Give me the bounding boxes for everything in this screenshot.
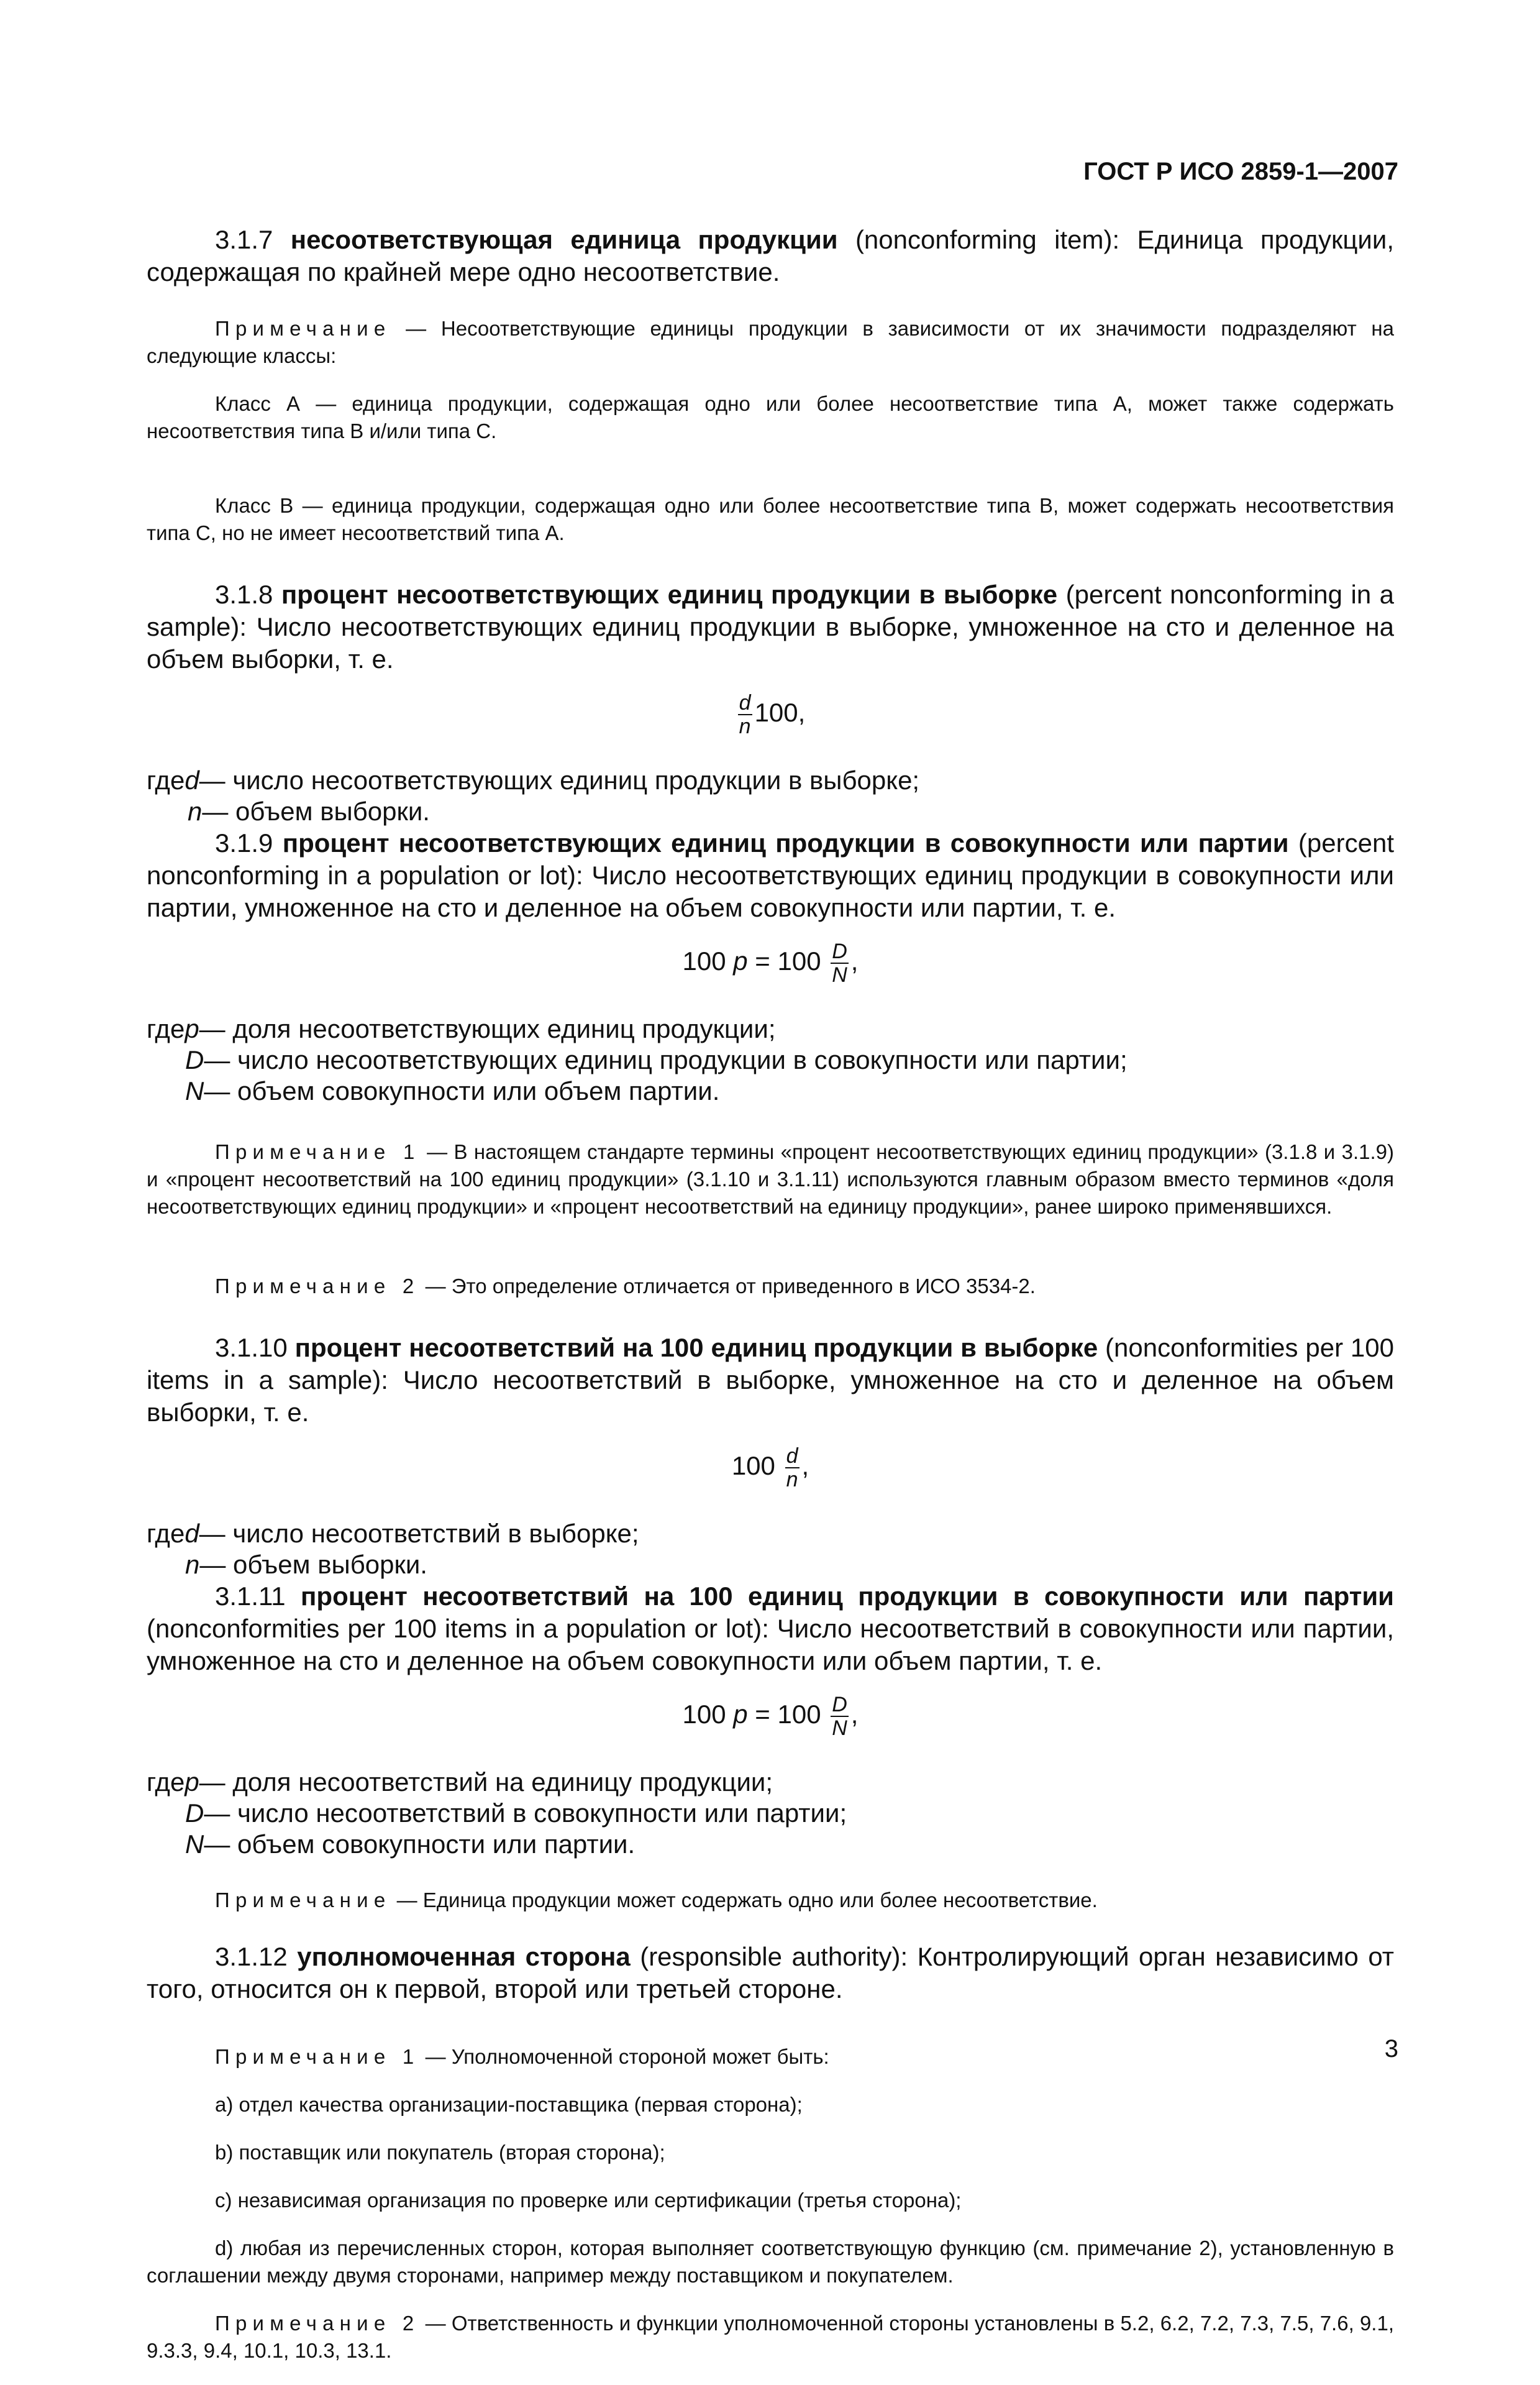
clause-number: 3.1.11: [215, 1582, 286, 1611]
note-2: [147, 2310, 1394, 2364]
clause-3-1-10: [147, 1332, 1394, 1429]
note-text: — Единица продукции может содержать одно или более несоответствие.: [391, 1888, 1098, 1911]
where-item: N — объем совокупности или партии.: [185, 1829, 636, 1859]
note-text: — Уполномоченной стороной может быть:: [419, 2045, 829, 2068]
fraction: $\frac{D}{N}$: [832, 940, 847, 987]
term: процент несоответствующих единиц продукции в выборке: [281, 580, 1058, 609]
note-text: — Несоответствующие единицы продукции в зависимости от их значимости подразделяют на следующие классы:: [147, 317, 1394, 367]
where-item: N — объем совокупности или объем партии.: [185, 1076, 720, 1106]
note-label: Примечание 1: [215, 2045, 420, 2068]
note-1: [147, 2043, 1394, 2071]
note-text: — В настоящем стандарте термины «процент несоответствующих единиц продукции» (3.1.8 и 3.1.9) и «процент несоответствий на 100 единиц продукции» (3.1.10 и 3.1.11) используются главным образом вместо терминов «доля несоответствующих единиц продукции» и «процент несоответствий на единицу продукции», ранее широко применявшихся.: [147, 1140, 1394, 1218]
formula: $\frac{d}{n}$ 100,: [739, 691, 806, 738]
definition: (nonconformities per 100 items in a sample): Число несоответствий в выборке, умноженное на сто и деленное на объем выборки, т. е.: [147, 1333, 1394, 1427]
clause-3-1-11: [147, 1580, 1394, 1677]
where-item: где p — доля несоответствий на единицу продукции;: [147, 1767, 773, 1797]
formula: 100 p = 100 $\frac{D}{N}$ ,: [682, 1693, 859, 1740]
note-2: [147, 1273, 1394, 1300]
where-list: [147, 1767, 1394, 1860]
note-label: Примечание: [215, 1888, 391, 1911]
note-label: Примечание 2: [215, 2312, 420, 2335]
where-item: D — число несоответствующих единиц продукции в совокупности или партии;: [185, 1045, 1128, 1074]
term: процент несоответствующих единиц продукции в совокупности или партии: [282, 828, 1289, 858]
where-item: где p — доля несоответствующих единиц продукции;: [147, 1014, 776, 1043]
list-item-b: b) поставщик или покупатель (вторая сторона);: [215, 2141, 665, 2164]
formula: 100 $\frac{d}{n}$ ,: [731, 1444, 809, 1491]
term: несоответствующая единица продукции: [290, 225, 838, 254]
list-item-d: d) любая из перечисленных сторон, которая выполняет соответствующую функцию (см. примечание 2), установленную в соглашении между двумя сторонами, например между поставщиком и покупателем.: [147, 2236, 1394, 2287]
fraction: $\frac{D}{N}$: [832, 1693, 847, 1740]
where-list: [147, 1014, 1394, 1107]
document-header: ГОСТ Р ИСО 2859-1—2007: [1083, 158, 1398, 185]
term: уполномоченная сторона: [297, 1942, 631, 1971]
document-body: [147, 224, 1394, 2385]
note-text: — Ответственность и функции уполномоченной стороны установлены в 5.2, 6.2, 7.2, 7.3, 7.5, 7.6, 9.1, 9.3.3, 9.4, 10.1, 10.3, 13.1.: [147, 2312, 1394, 2362]
note-label: Примечание 2: [215, 1275, 420, 1298]
note-label: Примечание 1: [215, 1140, 421, 1163]
where-list: [147, 1518, 1394, 1580]
clause-number: 3.1.8: [215, 580, 273, 609]
clause-number: 3.1.10: [215, 1333, 288, 1362]
clause-3-1-7: [147, 224, 1394, 288]
where-item: где d — число несоответствий в выборке;: [147, 1519, 639, 1548]
definition: (nonconforming item): Единица продукции, содержащая по крайней мере одно несоответствие.: [147, 225, 1394, 286]
where-item: D — число несоответствий в совокупности или партии;: [185, 1798, 847, 1828]
definition: (nonconformities per 100 items in a population or lot): Число несоответствий в совокупности или партии, умноженное на сто и деленное на объем совокупности или объем партии, т. е.: [147, 1614, 1394, 1675]
fraction: $\frac{d}{n}$: [739, 691, 751, 738]
where-item: n — объем выборки.: [185, 1550, 427, 1579]
formula: 100 p = 100 $\frac{D}{N}$ ,: [682, 940, 859, 987]
term: процент несоответствий на 100 единиц продукции в выборке: [294, 1333, 1098, 1362]
note-1: [147, 1138, 1394, 1220]
fraction: $\frac{d}{n}$: [786, 1444, 798, 1491]
term: процент несоответствий на 100 единиц продукции в совокупности или партии: [301, 1582, 1394, 1611]
note-label: Примечание: [215, 317, 391, 340]
clause-number: 3.1.9: [215, 828, 273, 858]
note-text: — Это определение отличается от приведенного в ИСО 3534-2.: [419, 1275, 1036, 1298]
note: [147, 1887, 1394, 1914]
note: [147, 315, 1394, 370]
definition: (responsible authority): Контролирующий орган независимо от того, относится он к первой, второй или третьей стороне.: [147, 1942, 1394, 2003]
clause-number: 3.1.7: [215, 225, 273, 254]
note-class-a: Класс А — единица продукции, содержащая одно или более несоответствие типа А, может также содержать несоответствия типа В и/или типа С.: [147, 392, 1394, 442]
page-number: 3: [1384, 2035, 1398, 2062]
clause-3-1-9: [147, 827, 1394, 924]
list-item-a: a) отдел качества организации-поставщика (первая сторона);: [215, 2093, 803, 2116]
definition: (percent nonconforming in a population or lot): Число несоответствующих единиц продукции в совокупности или партии, умноженное на сто и деленное на объем совокупности или партии, т. е.: [147, 828, 1394, 922]
note-class-b: Класс В — единица продукции, содержащая одно или более несоответствие типа В, может содержать несоответствия типа С, но не имеет несоответствий типа А.: [147, 494, 1394, 544]
clause-3-1-12: [147, 1941, 1394, 2005]
where-item: где d — число несоответствующих единиц продукции в выборке;: [147, 766, 920, 795]
clause-number: 3.1.12: [215, 1942, 288, 1971]
where-item: n — объем выборки.: [188, 797, 430, 826]
clause-3-1-8: [147, 579, 1394, 675]
definition: (percent nonconforming in a sample): Число несоответствующих единиц продукции в выборке, умноженное на сто и деленное на объем выборки, т. е.: [147, 580, 1395, 674]
where-list: [147, 765, 1394, 827]
list-item-c: c) независимая организация по проверке или сертификации (третья сторона);: [215, 2189, 962, 2212]
